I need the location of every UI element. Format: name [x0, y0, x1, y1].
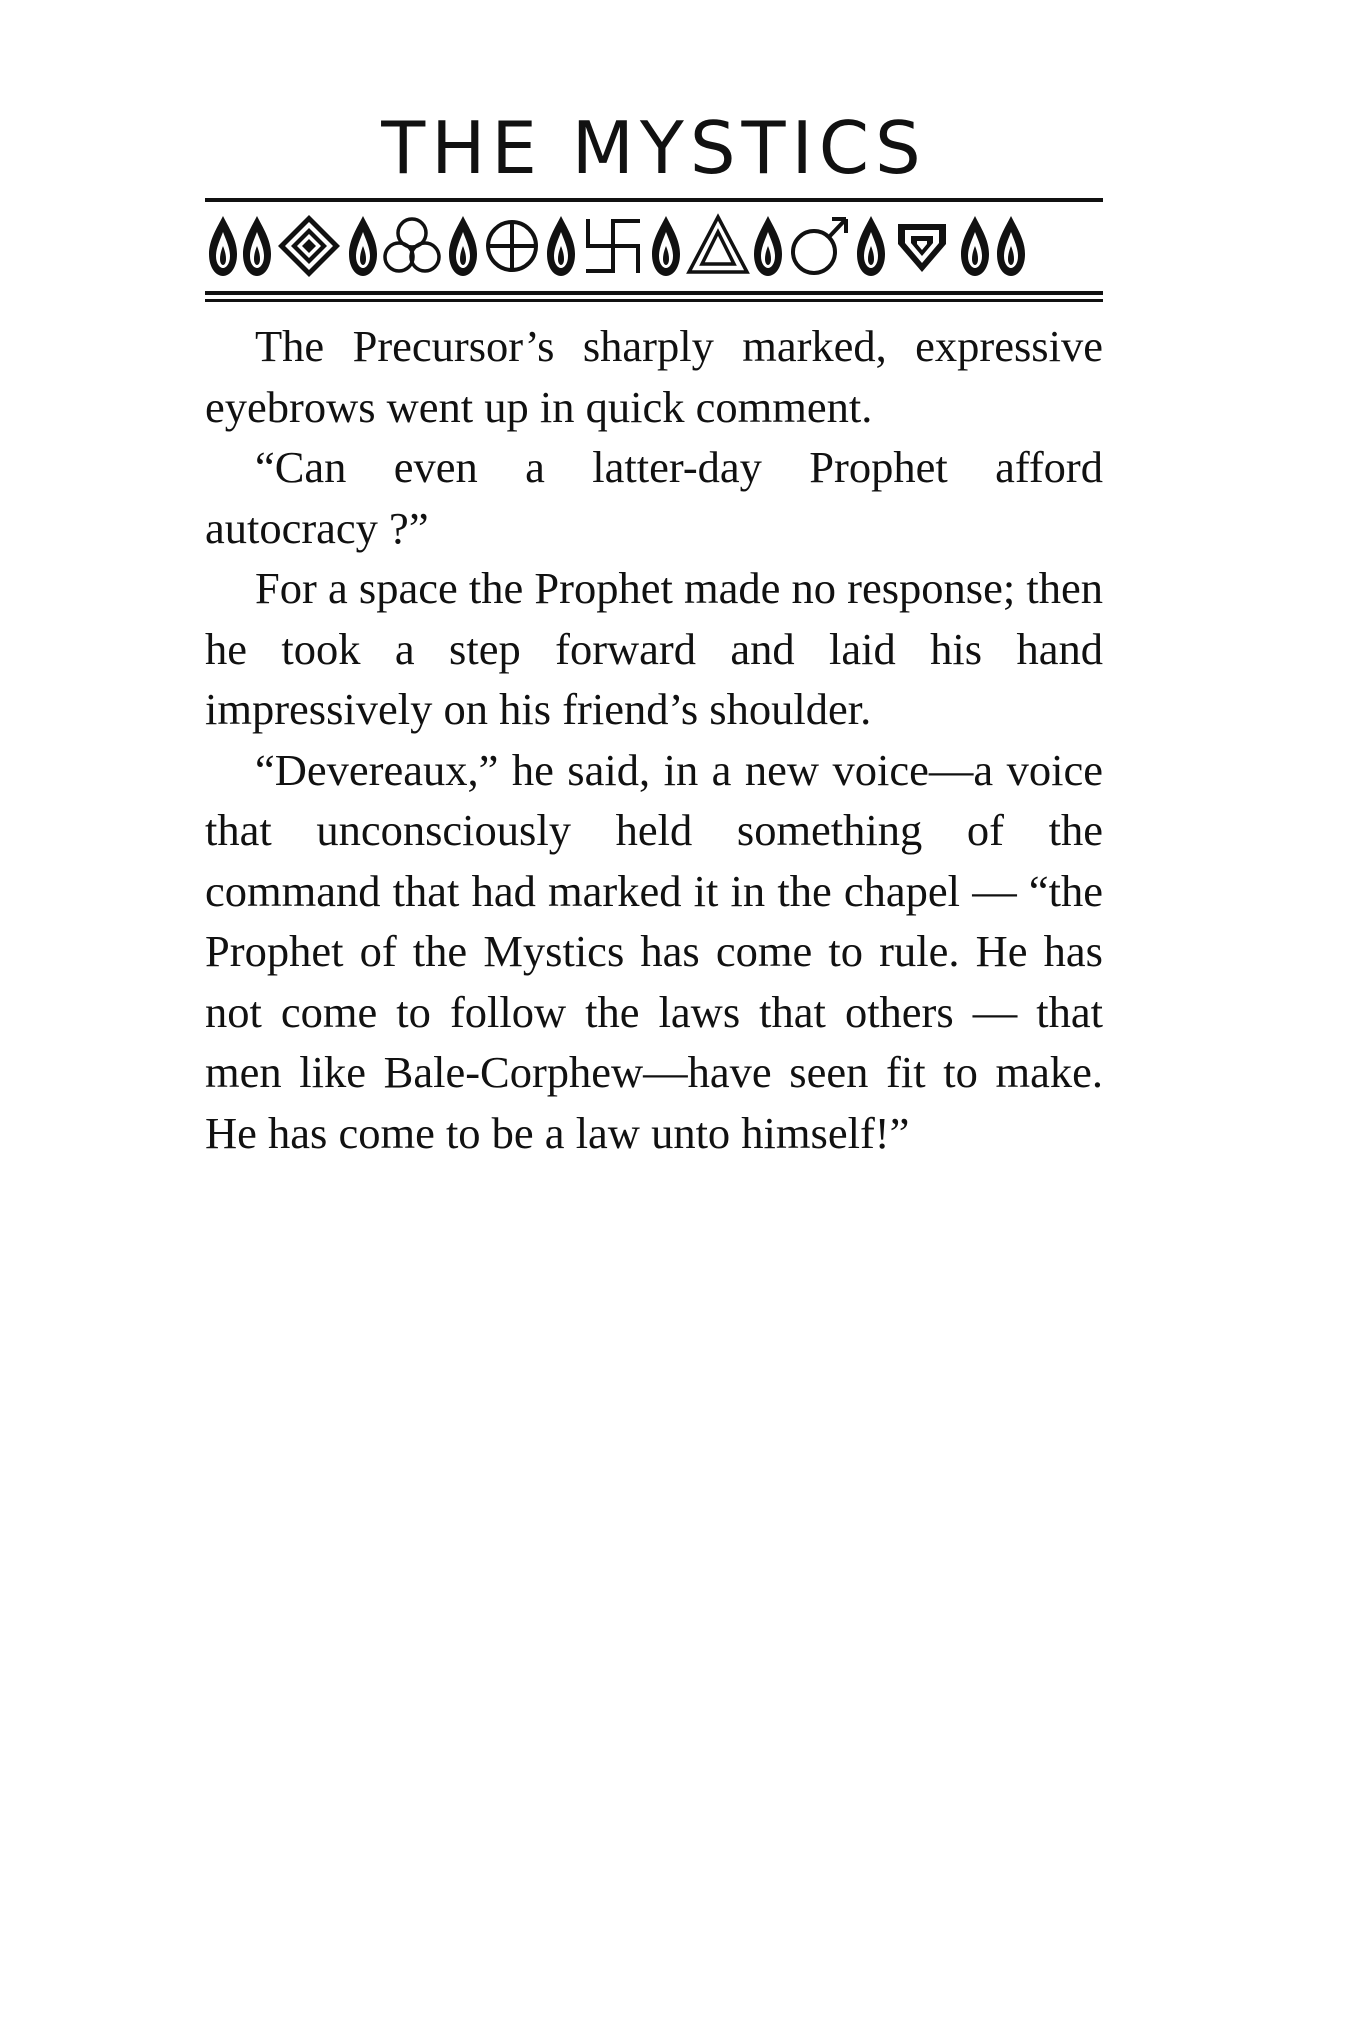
flame-icon: [449, 216, 477, 276]
flame-icon: [754, 216, 782, 276]
header-rule-bottom: [205, 291, 1103, 295]
body-text: [205, 316, 1103, 1163]
swastika-icon: [588, 221, 638, 271]
running-head: THE MYSTICS: [381, 106, 927, 190]
cross-circle-icon: [488, 222, 536, 270]
flame-icon: [961, 216, 989, 276]
header-rule-bottom-thin: [205, 299, 1103, 302]
nested-diamond-icon: [278, 215, 340, 277]
header-rule-top: [205, 198, 1103, 202]
flame-icon: [349, 216, 377, 276]
triple-ring-icon: [385, 219, 439, 271]
paragraph: For a space the Prophet made no response; then he took a step forward and laid his hand impressively on his friend’s shoulder.: [205, 563, 1103, 734]
flame-icon: [209, 216, 237, 276]
paragraph: The Precursor’s sharply marked, expressive eyebrows went up in quick comment.: [205, 321, 1103, 432]
paragraph: “Devereaux,” he said, in a new voice—a voice that unconsciously held something of the command that had marked it in the chapel — “the Prophet of the Mystics has come to rule. He has not come to follow the laws that others — that men like Bale-Corphew—have seen fit to make. He has come to be a law unto himself!”: [205, 744, 1103, 1158]
ornament-band: [205, 205, 1103, 287]
flame-icon: [652, 216, 680, 276]
flame-icon: [997, 216, 1025, 276]
shield-gem-icon: [898, 224, 946, 272]
flame-icon: [547, 216, 575, 276]
ornament-band-svg: [205, 205, 1103, 287]
nested-triangle-icon: [689, 217, 747, 272]
flame-icon: [857, 216, 885, 276]
paragraph: “Can even a latter-day Prophet afford autocracy ?”: [205, 442, 1103, 553]
flame-icon: [243, 216, 271, 276]
mars-symbol-icon: [793, 219, 846, 273]
